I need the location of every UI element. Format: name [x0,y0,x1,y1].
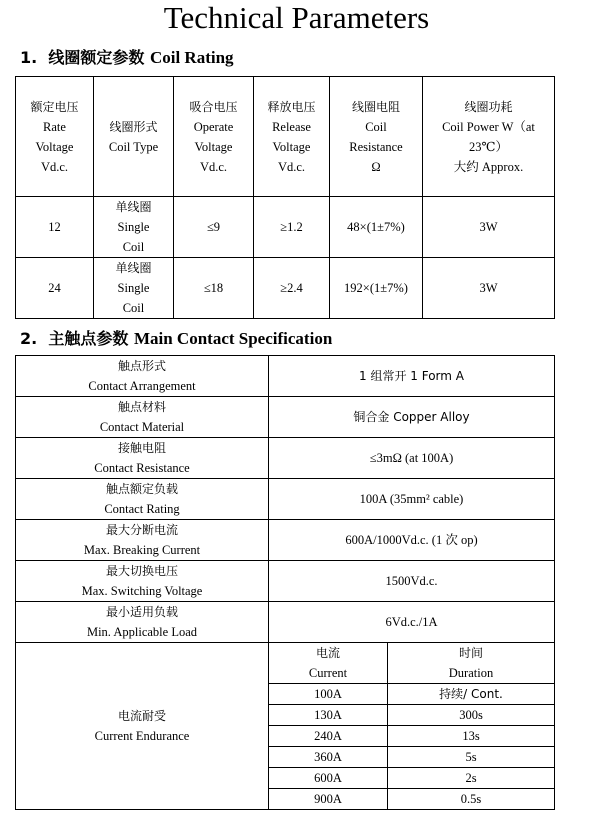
current-endurance-table [269,643,554,809]
header-coil-power: 线圈功耗 Coil Power W（at 23℃） 大约 Approx. [423,77,555,197]
coil-rating-table [15,76,555,319]
section-heading-coil-rating: 1. 线圈额定参数 Coil Rating [20,48,234,67]
table-row: 触点材料 Contact Material 铜合金 Copper Alloy [16,397,555,438]
current-endurance-label: 电流耐受 Current Endurance [16,643,269,810]
table-row: 最小适用负载 Min. Applicable Load 6Vd.c./1A [16,602,555,643]
section-heading-main-contact: 2. 主触点参数 Main Contact Specification [20,329,333,348]
table-row: 最大切换电压 Max. Switching Voltage 1500Vd.c. [16,561,555,602]
table-row: 900A 0.5s [269,789,554,810]
table-row: 触点形式 Contact Arrangement 1 组常开 1 Form A [16,356,555,397]
table-row: 24 单线圈 Single Coil ≤18 ≥2.4 192×(1±7%) 3W [16,258,555,319]
header-coil-resistance: 线圈电阻 Coil Resistance Ω [330,77,423,197]
table-row: 12 单线圈 Single Coil ≤9 ≥1.2 48×(1±7%) 3W [16,197,555,258]
table-row: 600A 2s [269,768,554,789]
table-row: 360A 5s [269,747,554,768]
current-endurance-row [16,643,555,810]
table-row: 240A 13s [269,726,554,747]
table-header-row [16,77,555,197]
header-release-voltage: 释放电压 Release Voltage Vd.c. [254,77,330,197]
page-title: Technical Parameters [163,0,430,35]
table-row: 接触电阻 Contact Resistance ≤3mΩ (at 100A) [16,438,555,479]
table-row: 130A 300s [269,705,554,726]
header-operate-voltage: 吸合电压 Operate Voltage Vd.c. [174,77,254,197]
table-row: 触点额定负载 Contact Rating 100A (35mm² cable) [16,479,555,520]
main-contact-table [15,355,555,810]
header-coil-type: 线圈形式 Coil Type [94,77,174,197]
table-row: 100A 持续/ Cont. [269,684,554,705]
table-header-row: 电流 Current 时间 Duration [269,643,554,684]
header-rate-voltage: 额定电压 Rate Voltage Vd.c. [16,77,94,197]
table-row: 最大分断电流 Max. Breaking Current 600A/1000Vd.c. (1 次 op) [16,520,555,561]
